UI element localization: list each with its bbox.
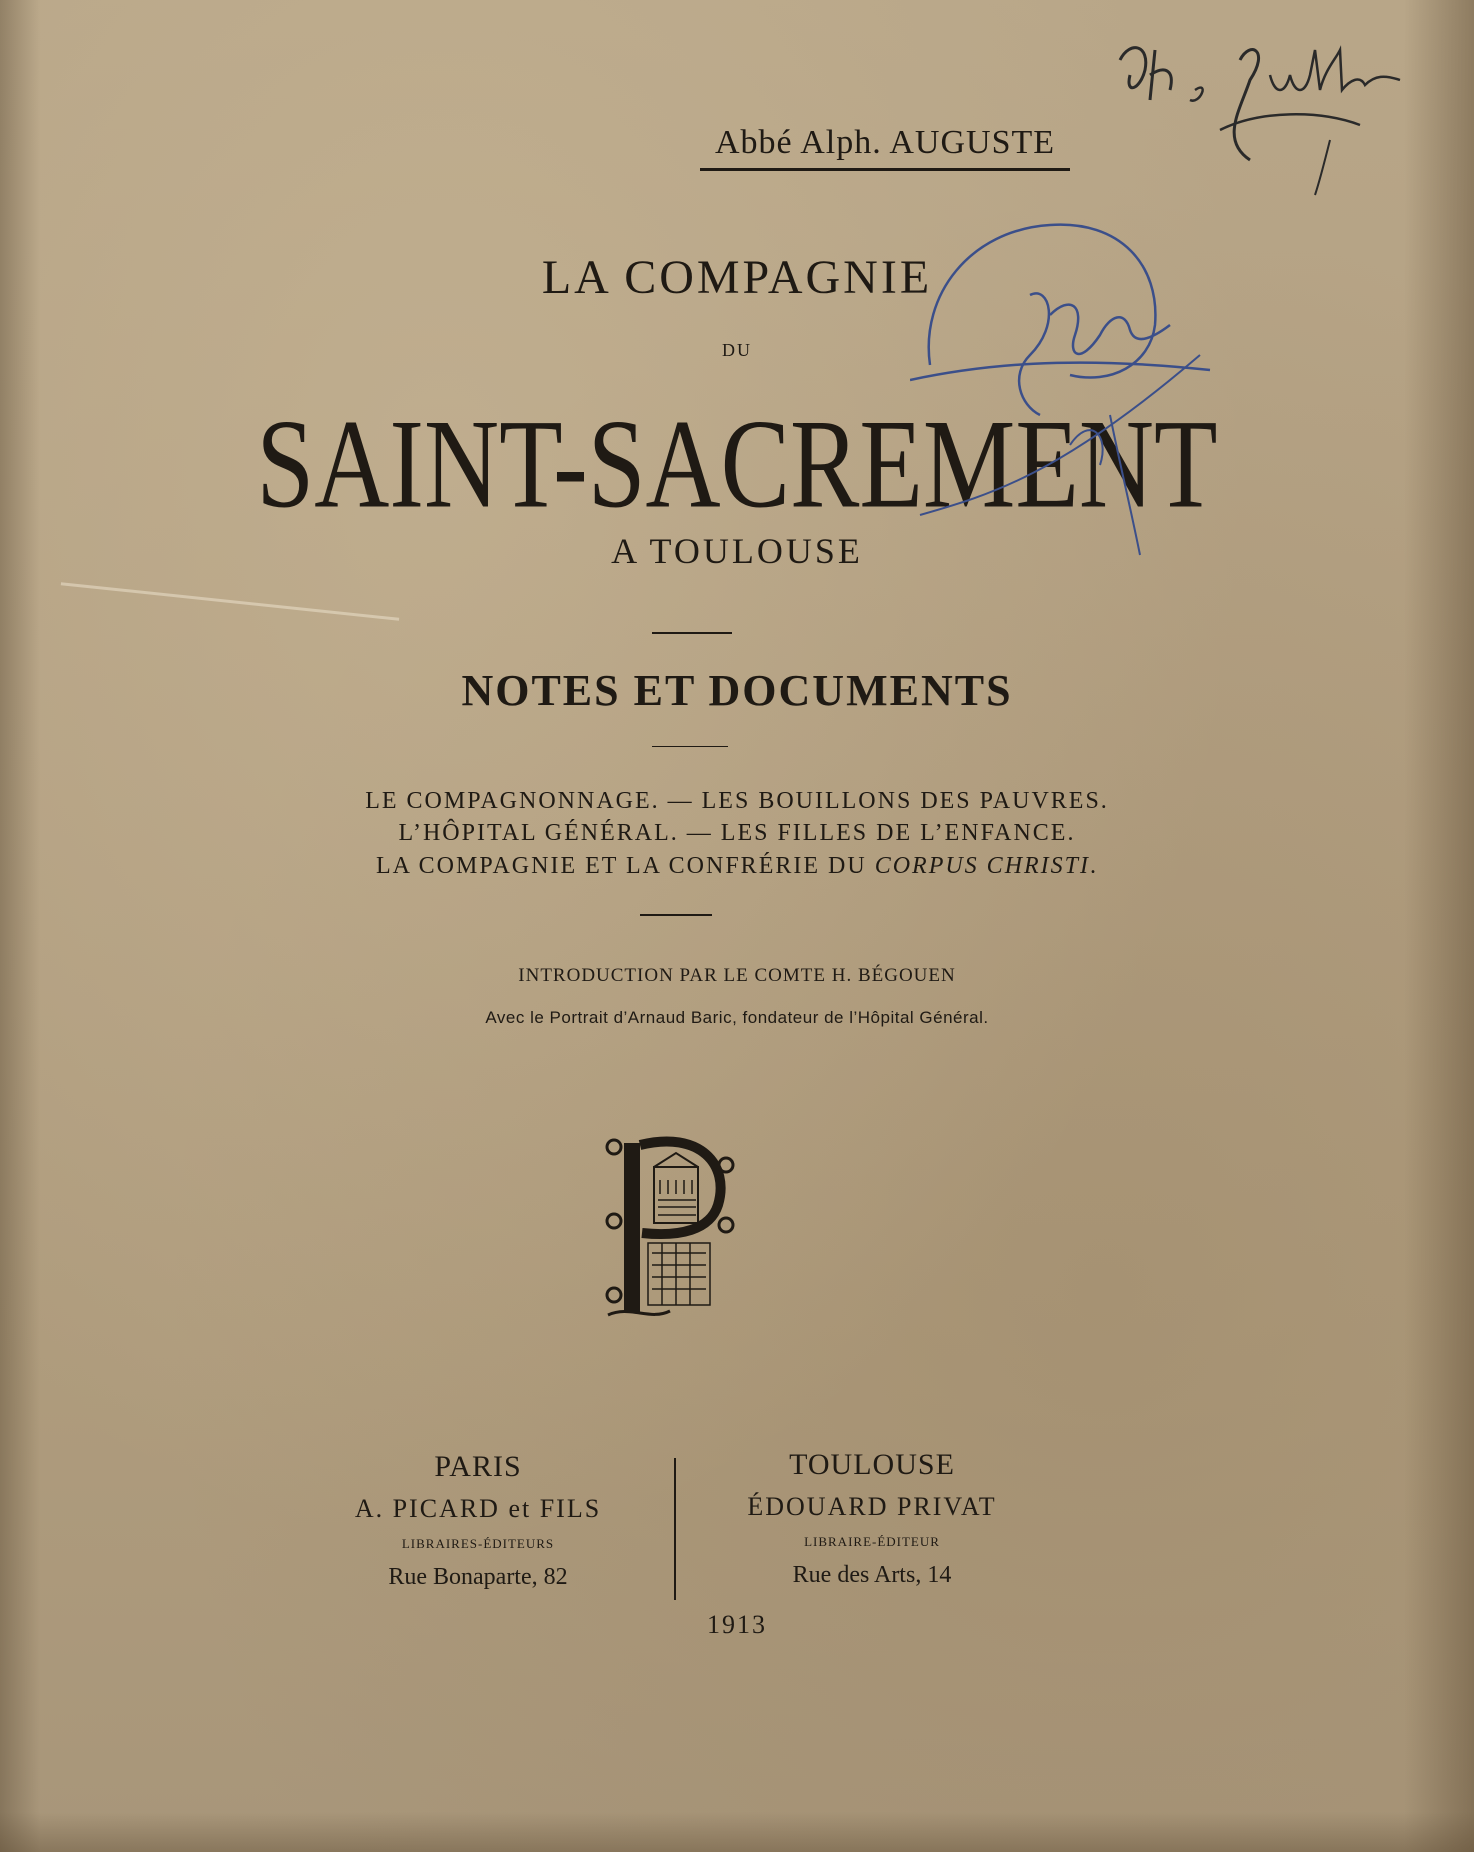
publication-year: 1913 bbox=[707, 1610, 767, 1639]
divider-rule-1 bbox=[652, 632, 732, 634]
main-title: SAINT-SACREMENT bbox=[256, 394, 1218, 535]
publisher-emblem-icon bbox=[600, 1125, 740, 1325]
introduction-credit: INTRODUCTION PAR LE COMTE H. BÉGOUEN bbox=[518, 965, 956, 986]
contents-line-3-prefix: LA COMPAGNIE ET LA CONFRÉRIE DU bbox=[375, 853, 875, 879]
subtitle: NOTES ET DOCUMENTS bbox=[461, 666, 1013, 715]
publisher-toulouse-name: ÉDOUARD PRIVAT bbox=[747, 1492, 997, 1521]
divider-rule-2 bbox=[652, 746, 728, 747]
paper-crease bbox=[61, 582, 399, 621]
publisher-toulouse-city: TOULOUSE bbox=[789, 1448, 955, 1481]
divider-rule-3 bbox=[640, 914, 712, 916]
title-line-4: A TOULOUSE bbox=[611, 531, 863, 571]
contents-line-2: L’HÔPITAL GÉNÉRAL. — LES FILLES DE L’ENFANCE. bbox=[398, 820, 1076, 846]
pencil-signature bbox=[1100, 20, 1460, 200]
contents-line-3-suffix: . bbox=[1090, 853, 1099, 879]
publisher-toulouse-role: LIBRAIRE-ÉDITEUR bbox=[804, 1534, 940, 1549]
portrait-note: Avec le Portrait d’Arnaud Baric, fondateur de l’Hôpital Général. bbox=[485, 1008, 989, 1027]
publisher-toulouse bbox=[682, 1448, 1062, 1589]
publisher-divider bbox=[674, 1458, 676, 1600]
contents-line-3-italic: CORPUS CHRISTI bbox=[874, 853, 1091, 879]
cover-bottom-edge-wear bbox=[0, 1812, 1474, 1852]
title-line-1: LA COMPAGNIE bbox=[541, 251, 933, 304]
contents-line-1: LE COMPAGNONNAGE. — LES BOUILLONS DES PAUVRES. bbox=[365, 788, 1109, 814]
publisher-paris bbox=[288, 1450, 668, 1591]
publisher-paris-name: A. PICARD et FILS bbox=[354, 1494, 602, 1523]
publisher-toulouse-address: Rue des Arts, 14 bbox=[792, 1562, 952, 1588]
publisher-paris-city: PARIS bbox=[434, 1450, 522, 1483]
title-line-2: DU bbox=[722, 340, 752, 360]
ink-scribble bbox=[910, 215, 1240, 565]
contents-line-3 bbox=[0, 853, 1474, 880]
publisher-paris-role: LIBRAIRES-ÉDITEURS bbox=[401, 1536, 555, 1551]
publisher-paris-address: Rue Bonaparte, 82 bbox=[388, 1564, 568, 1590]
author-name: Abbé Alph. AUGUSTE bbox=[700, 124, 1070, 171]
